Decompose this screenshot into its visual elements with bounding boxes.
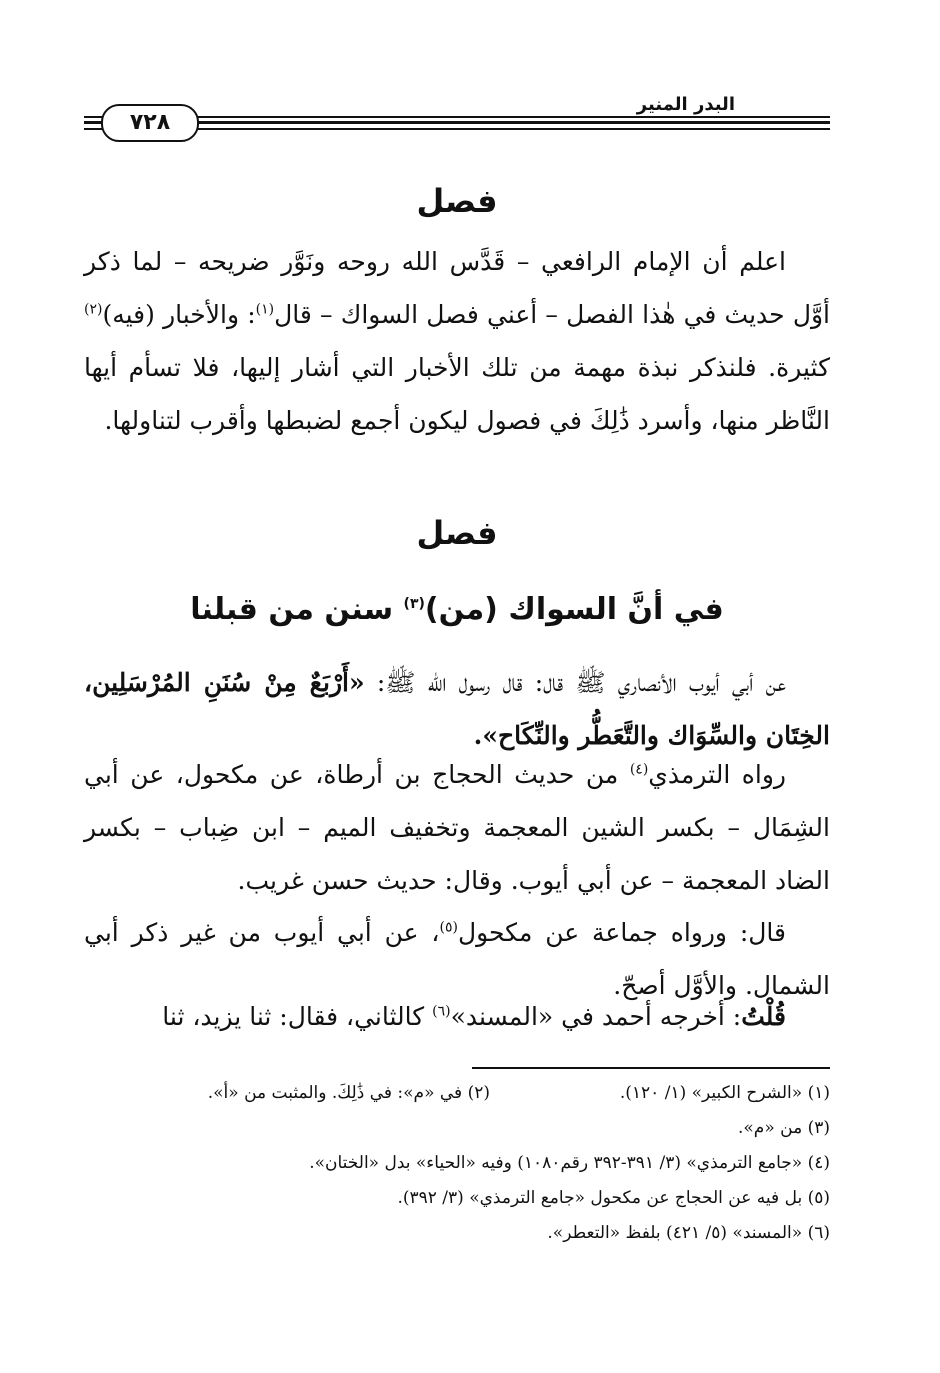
footnotes (84, 1076, 830, 1251)
paragraph-text (84, 990, 830, 1038)
footnote-ref[interactable]: (٢) (84, 301, 103, 318)
running-header-title: البدر المنير (636, 94, 735, 115)
text-run: ، عن أبي أيوب من غير ذكر أبي الشمال. والأوَّل أصحّ. (84, 918, 830, 1000)
paragraph-text (84, 656, 830, 762)
text-run: من حديث الحجاج بن أرطاة، عن مكحول، عن أبي الشِمَال – بكسر الشين المعجمة وتخفيف الميم – ابن ضِباب – بكسر الضاد المعجمة – عن أبي أيوب. وقال: حديث حسن غريب. (84, 760, 830, 895)
footnote-ref[interactable]: (٤) (629, 761, 649, 778)
text-run: قال: ورواه جماعة عن مكحول (457, 918, 786, 947)
footnote: (٣) من «م». (738, 1118, 830, 1138)
text-run: عن أبي أيوب الأنصاري ﷺ قال: قال رسول الله ﷺ: (364, 668, 787, 697)
text-run: : أخرجه أحمد في «المسند» (450, 1002, 742, 1031)
hadith-paragraph (84, 656, 830, 762)
footnote: (٤) «جامع الترمذي» (٣/ ٣٩١-٣٩٢ رقم١٠٨٠) وفيه «الحياء» بدل «الختان». (309, 1153, 830, 1173)
footnote-row (84, 1076, 830, 1111)
section-heading: فصل (416, 514, 498, 552)
section-subheading (84, 592, 830, 627)
text-run: اعلم أن الإمام الرافعي – قَدَّس الله روحه ونَوَّر ضريحه – لما ذكر أوَّل حديث في هٰذا الفصل – أعني فصل السواك – قال (84, 247, 830, 329)
footnote-ref[interactable]: (١) (255, 301, 275, 318)
footnote-separator (472, 1067, 830, 1069)
text-run: : والأخبار (فيه) (102, 300, 256, 329)
narration-paragraph (84, 990, 830, 1038)
text-run: رواه الترمذي (648, 760, 786, 789)
intro-paragraph (84, 235, 830, 447)
text-run: سنن من قبلنا (190, 592, 404, 627)
text-run: قُلْتُ (741, 1002, 786, 1031)
section-heading: فصل (416, 182, 498, 220)
text-run: كثيرة. فلنذكر نبذة مهمة من تلك الأخبار التي أشار إليها، فلا تسأم أيها النَّاظر منها، وأسرد ذَٰلِكَ في فصول ليكون أجمع لضبطها وأقرب لتناولها. (84, 353, 830, 435)
footnote: (١) «الشرح الكبير» (١/ ١٢٠). (619, 1083, 830, 1103)
footnote-ref[interactable]: (٣) (403, 596, 425, 612)
footnote-ref[interactable]: (٦) (432, 1003, 451, 1020)
narration-paragraph (84, 748, 830, 907)
page-number: ٧٢٨ (101, 104, 199, 142)
paragraph-text (84, 235, 830, 447)
footnote: (٦) «المسند» (٥/ ٤٢١) بلفظ «التعطر». (547, 1223, 830, 1243)
text-run: في أنَّ السواك (من) (424, 592, 724, 627)
hadith-text: «أَرْبَعٌ مِنْ سُنَنِ المُرْسَلِين، الخِتَان والسِّوَاك والتَّعَطُّر والنِّكَاح». (84, 668, 830, 750)
footnote: (٥) بل فيه عن الحجاج عن مكحول «جامع الترمذي» (٣/ ٣٩٢). (397, 1188, 830, 1208)
text-run: كالثاني، فقال: ثنا يزيد، ثنا (162, 1002, 433, 1031)
paragraph-text (84, 748, 830, 907)
footnote-ref[interactable]: (٥) (439, 919, 458, 936)
footnote: (٢) في «م»: في ذَٰلِكَ. والمثبت من «أ». (207, 1083, 490, 1103)
